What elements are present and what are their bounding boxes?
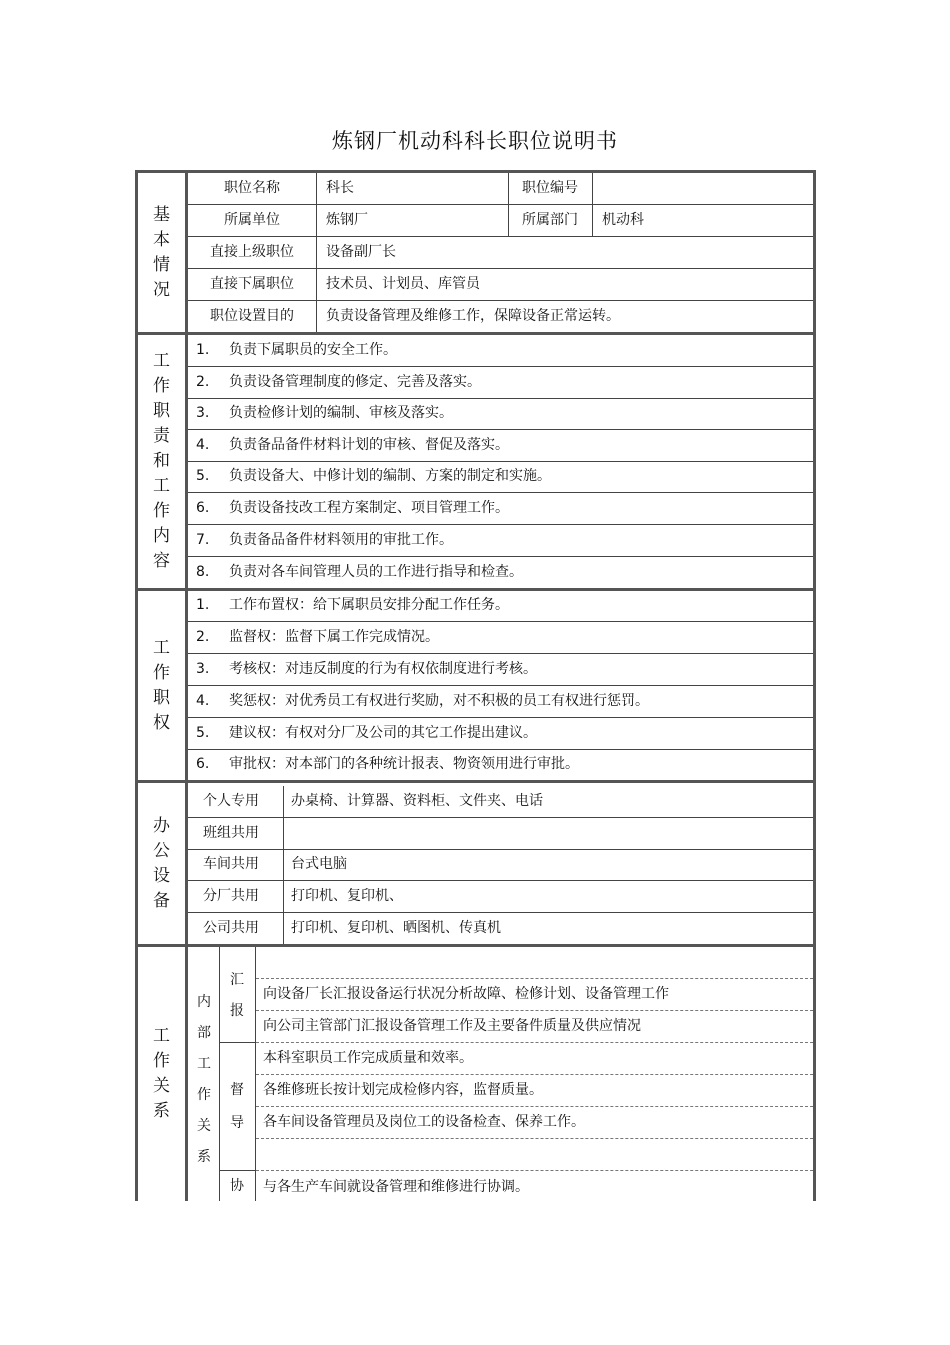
item-number: 3.	[196, 405, 210, 421]
duty-row	[188, 367, 813, 399]
item-number: 6.	[196, 500, 210, 516]
equipment-label: 分厂共用	[203, 888, 259, 904]
internal-relations-text: 内部工作关系	[197, 994, 211, 1165]
item-number: 8.	[196, 564, 210, 580]
equipment-value: 办桌椅、计算器、资料柜、文件夹、电话	[291, 793, 543, 809]
unit-value: 炼钢厂	[326, 212, 368, 228]
position-name-label: 职位名称	[224, 180, 280, 196]
relations-subcategory-column	[220, 947, 256, 1201]
section-label-equipment	[138, 783, 188, 944]
section-label-text: 工作职责和工作内容	[153, 351, 170, 571]
item-number: 2.	[196, 374, 210, 390]
item-number: 3.	[196, 661, 210, 677]
item-number: 2.	[196, 629, 210, 645]
item-number: 5.	[196, 725, 210, 741]
item-text: 建议权：有权对分厂及公司的其它工作提出建议。	[229, 725, 537, 741]
duty-row	[188, 398, 813, 430]
item-text: 负责检修计划的编制、审核及落实。	[229, 405, 453, 421]
supervise-item: 本科室职员工作完成质量和效率。	[263, 1050, 473, 1066]
item-number: 6.	[196, 756, 210, 772]
basic-row-2	[188, 205, 813, 237]
section-label-text: 办公设备	[153, 815, 170, 911]
dept-value: 机动科	[602, 212, 644, 228]
duty-row	[188, 525, 813, 557]
item-number: 5.	[196, 468, 210, 484]
item-number: 1.	[196, 342, 210, 358]
equipment-value: 台式电脑	[291, 856, 347, 872]
item-text: 负责设备大、中修计划的编制、方案的制定和实施。	[229, 468, 551, 484]
basic-row-1	[188, 173, 813, 205]
basic-row-5	[188, 301, 813, 333]
basic-row-3	[188, 237, 813, 269]
supervise-item: 各维修班长按计划完成检修内容，监督质量。	[263, 1082, 543, 1098]
equipment-value: 打印机、复印机、晒图机、传真机	[291, 920, 501, 936]
supervise-item: 各车间设备管理员及岗位工的设备检查、保养工作。	[263, 1114, 585, 1130]
section-label-text: 基本情况	[153, 205, 170, 300]
position-name-value: 科长	[326, 180, 354, 196]
authority-row	[188, 686, 813, 718]
subordinate-value: 技术员、计划员、库管员	[326, 276, 480, 292]
item-text: 负责备品备件材料领用的审批工作。	[229, 532, 453, 548]
duty-row	[188, 493, 813, 525]
authority-row	[188, 749, 813, 781]
section-label-text: 工作关系	[153, 1026, 170, 1121]
item-number: 1.	[196, 597, 210, 613]
subordinate-label: 直接下属职位	[210, 276, 294, 292]
equipment-label: 个人专用	[203, 793, 259, 809]
equipment-label: 车间共用	[203, 856, 259, 872]
equipment-row	[188, 818, 813, 850]
item-text: 负责备品备件材料计划的审核、督促及落实。	[229, 437, 509, 453]
dept-label: 所属部门	[522, 212, 578, 228]
authority-row	[188, 654, 813, 686]
superior-value: 设备副厂长	[326, 244, 396, 260]
item-text: 负责下属职员的安全工作。	[229, 342, 397, 358]
report-label: 汇报	[230, 972, 244, 1019]
supervise-label: 督导	[230, 1082, 244, 1131]
duty-row	[188, 335, 813, 367]
coord-item: 与各生产车间就设备管理和维修进行协调。	[263, 1179, 529, 1195]
report-item: 向公司主管部门汇报设备管理工作及主要备件质量及供应情况	[263, 1018, 641, 1034]
superior-label: 直接上级职位	[210, 244, 294, 260]
item-text: 考核权：对违反制度的行为有权依制度进行考核。	[229, 661, 537, 677]
item-text: 负责对各车间管理人员的工作进行指导和检查。	[229, 564, 523, 580]
equipment-value: 打印机、复印机、	[291, 888, 403, 904]
item-number: 7.	[196, 532, 210, 548]
position-no-value	[602, 173, 802, 204]
authority-row	[188, 622, 813, 654]
equipment-label: 公司共用	[203, 920, 259, 936]
equipment-row	[188, 913, 813, 945]
basic-row-4	[188, 269, 813, 301]
page-title: 炼钢厂机动科科长职位说明书	[332, 129, 618, 153]
section-label-basic	[138, 173, 188, 333]
item-text: 负责设备管理制度的修定、完善及落实。	[229, 374, 481, 390]
report-item: 向设备厂长汇报设备运行状况分析故障、检修计划、设备管理工作	[263, 986, 669, 1002]
section-label-relations	[138, 947, 188, 1201]
equipment-label: 班组共用	[203, 825, 259, 841]
item-text: 监督权：监督下属工作完成情况。	[229, 629, 439, 645]
item-number: 4.	[196, 437, 210, 453]
equipment-row	[188, 849, 813, 881]
section-label-duties	[138, 335, 188, 588]
unit-label: 所属单位	[224, 212, 280, 228]
equipment-value	[291, 818, 791, 849]
item-text: 审批权：对本部门的各种统计报表、物资领用进行审批。	[229, 756, 579, 772]
purpose-label: 职位设置目的	[210, 308, 294, 324]
duty-row	[188, 430, 813, 462]
authority-row	[188, 718, 813, 750]
purpose-value: 负责设备管理及维修工作，保障设备正常运转。	[326, 308, 620, 324]
item-number: 4.	[196, 693, 210, 709]
equipment-row	[188, 881, 813, 913]
equipment-row	[188, 786, 813, 818]
duty-row	[188, 461, 813, 493]
coord-label: 协	[230, 1178, 244, 1194]
duty-row	[188, 557, 813, 589]
position-no-label: 职位编号	[522, 180, 578, 196]
item-text: 负责设备技改工程方案制定、项目管理工作。	[229, 500, 509, 516]
section-label-authority	[138, 591, 188, 780]
section-label-text: 工作职权	[153, 637, 170, 733]
item-text: 工作布置权：给下属职员安排分配工作任务。	[229, 597, 509, 613]
item-text: 奖惩权：对优秀员工有权进行奖励，对不积极的员工有权进行惩罚。	[229, 693, 649, 709]
internal-relations-label	[188, 947, 220, 1201]
authority-row	[188, 590, 813, 622]
